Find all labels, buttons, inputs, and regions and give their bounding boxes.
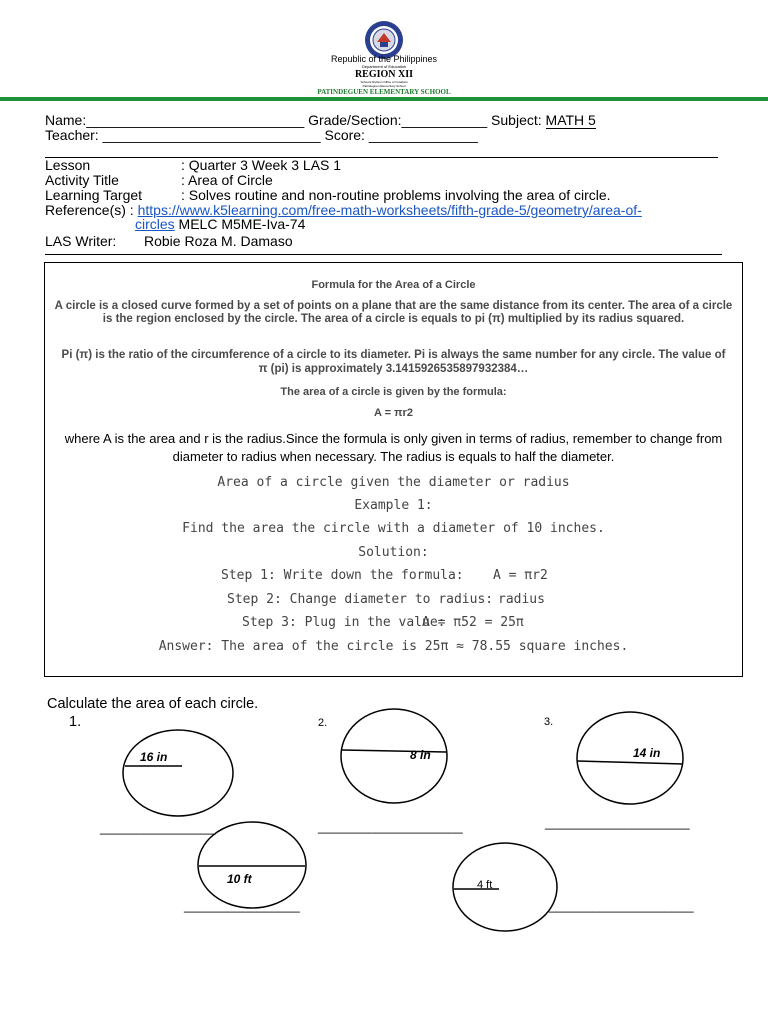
name-grade-subject-line — [45, 112, 596, 128]
content-title: Formula for the Area of a Circle — [311, 279, 476, 291]
circle-4-label: 10 ft — [227, 872, 252, 886]
reference-label: Reference(s) : — [45, 202, 138, 218]
definition-paragraph: A circle is a closed curve formed by a set of points on a plane that are the same distance from its center. The area of a circle is the region enclosed by the circle. The area of a circle is equals to pi (π) multiplied by its radius squared. — [54, 300, 733, 325]
division-text: Schools Division Office of Cotabato — [360, 80, 408, 84]
target-label: Learning Target — [45, 187, 143, 203]
exercise-instruction: Calculate the area of each circle. — [47, 696, 259, 712]
circle-3-shape — [577, 712, 683, 804]
pi-paragraph: Pi (π) is the ratio of the circumference of a circle to its diameter. Pi is always the same number for any circle. The value of π (pi) is approximately 3.1415926535897932384… — [61, 349, 726, 375]
circle-5-label: 4 ft — [477, 879, 493, 891]
activity-value: : Area of Circle — [181, 172, 273, 188]
circle-1-label: 16 in — [140, 750, 168, 764]
step-3: Step 3: Plug in the value: — [242, 615, 446, 630]
step-1-value: A = πr2 — [493, 568, 548, 583]
formula-intro: The area of a circle is given by the formula: — [280, 386, 507, 398]
reference-link[interactable]: https://www.k5learning.com/free-math-worksheets/fifth-grade-5/geometry/area-of- — [137, 202, 642, 218]
circle-2-diagram — [337, 705, 453, 807]
writer-value: Robie Roza M. Damaso — [144, 233, 293, 249]
circle-1-shape — [123, 730, 233, 816]
form-divider — [45, 157, 718, 158]
item-2-answer-blank[interactable]: ____________________ — [318, 819, 463, 834]
step-2-value: radius — [498, 592, 545, 607]
republic-text: Republic of the Philippines — [330, 54, 438, 64]
circle-2-shape — [341, 709, 447, 803]
answer-text: Answer: The area of the circle is 25π ≈ 78.55 square inches. — [158, 639, 629, 654]
circle-1-diagram — [120, 728, 238, 820]
teacher-score-line: Teacher: ____________________________ Score: ______________ — [45, 127, 478, 143]
melc-code: MELC M5ME-Iva-74 — [174, 216, 306, 232]
step-2: Step 2: Change diameter to radius: — [227, 592, 494, 607]
item-1-number: 1. — [69, 714, 82, 730]
name-field-label: Name:____________________________ Grade/Section:___________ Subject: — [45, 112, 546, 128]
step-3-value: A = π52 = 25π — [422, 615, 524, 630]
subheading: Area of a circle given the diameter or radius — [217, 475, 570, 490]
circle-3-diagram — [572, 708, 688, 808]
department-text: Department of Education — [361, 64, 407, 69]
circle-3-label: 14 in — [633, 746, 661, 760]
circle-5-diagram — [449, 840, 563, 935]
where-paragraph: where A is the area and r is the radius.Since the formula is only given in terms of radius, remember to change from diameter to radius when necessary. The radius is equals to half the diameter. — [64, 431, 723, 464]
lesson-divider — [45, 254, 722, 255]
writer-label: LAS Writer: — [45, 233, 117, 249]
circle-4-shape — [198, 822, 306, 908]
subject-value: MATH 5 — [545, 112, 596, 128]
step-1: Step 1: Write down the formula: — [221, 568, 464, 583]
office-text: Patindeguen Elementary School — [362, 84, 406, 88]
item-3-number: 3. — [544, 716, 554, 728]
formula-text: A = πr2 — [374, 407, 413, 419]
example-problem: Find the area the circle with a diameter of 10 inches. — [182, 521, 605, 536]
item-1-answer-blank[interactable]: ________________ — [100, 820, 216, 835]
region-text: REGION XII — [354, 69, 414, 80]
activity-label: Activity Title — [45, 172, 119, 188]
circle-3-diameter-line — [577, 761, 683, 764]
item-5-answer-blank[interactable]: ____________________ — [549, 898, 694, 913]
school-name: PATINDEGUEN ELEMENTARY SCHOOL — [317, 88, 451, 96]
reference-line-2 — [135, 216, 305, 232]
header-divider — [0, 97, 768, 101]
item-2-number: 2. — [318, 717, 328, 729]
example-label: Example 1: — [354, 498, 433, 513]
item-3-answer-blank[interactable]: ____________________ — [545, 815, 690, 830]
target-value: : Solves routine and non-routine problems involving the area of circle. — [181, 187, 611, 203]
circle-2-label: 8 in — [410, 748, 431, 762]
lesson-label: Lesson — [45, 157, 91, 173]
solution-label: Solution: — [358, 545, 429, 560]
item-4-answer-blank[interactable]: ________________ — [184, 898, 300, 913]
circle-5-shape — [453, 843, 557, 931]
reference-link-continued[interactable]: circles — [135, 216, 175, 232]
lesson-value: : Quarter 3 Week 3 LAS 1 — [181, 157, 342, 173]
